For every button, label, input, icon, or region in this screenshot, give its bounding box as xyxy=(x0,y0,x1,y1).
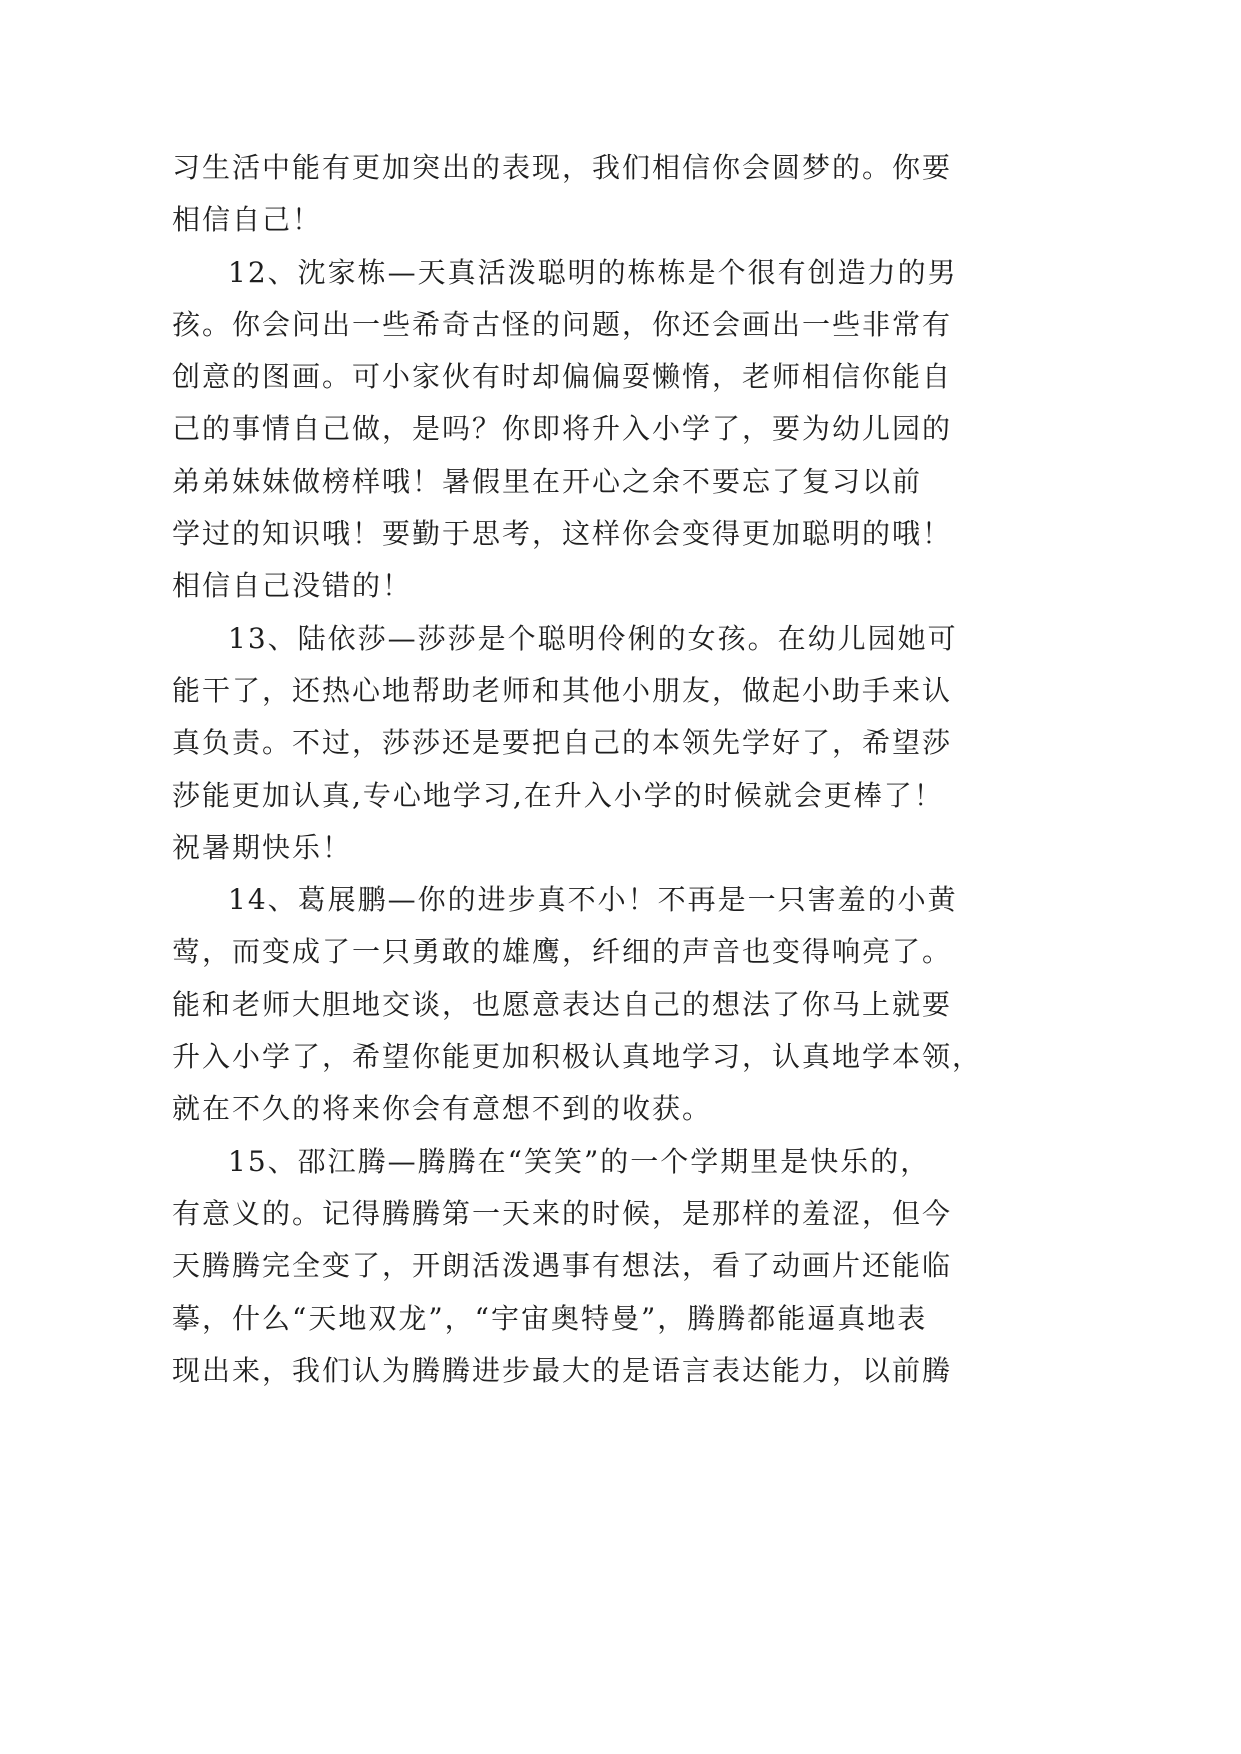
text-line: 祝暑期快乐！ xyxy=(172,830,353,864)
text-line: 就在不久的将来你会有意想不到的收获。 xyxy=(172,1092,713,1126)
text-line: 真负责。不过，莎莎还是要把自己的本领先学好了，希望莎 xyxy=(172,726,953,760)
text-line: 习生活中能有更加突出的表现，我们相信你会圆梦的。你要 xyxy=(172,151,953,184)
text-line: 13、陆依莎—莎莎是个聪明伶俐的女孩。在幼儿园她可 xyxy=(228,621,958,655)
text-line: 摹，什么“天地双龙”，“宇宙奥特曼”，腾腾都能逼真地表 xyxy=(172,1301,928,1335)
text-line: 孩。你会问出一些希奇古怪的问题，你还会画出一些非常有 xyxy=(172,307,953,341)
paragraph-12 xyxy=(172,247,972,613)
text-line: 有意义的。记得腾腾第一天来的时候，是那样的羞涩，但今 xyxy=(172,1196,953,1230)
text-line: 15、邵江腾—腾腾在“笑笑”的一个学期里是快乐的， xyxy=(228,1144,931,1178)
paragraph-14 xyxy=(172,874,983,1135)
text-line: 弟弟妹妹做榜样哦！暑假里在开心之余不要忘了复习以前 xyxy=(172,464,923,498)
text-line: 能和老师大胆地交谈，也愿意表达自己的想法了你马上就要 xyxy=(172,987,953,1021)
text-line: 莎能更加认真,专心地学习,在升入小学的时候就会更棒了！ xyxy=(172,778,944,812)
text-line: 学过的知识哦！要勤于思考，这样你会变得更加聪明的哦！ xyxy=(172,517,953,551)
paragraph-continued xyxy=(172,142,972,247)
text-line: 现出来，我们认为腾腾进步最大的是语言表达能力，以前腾 xyxy=(172,1353,953,1387)
text-line: 己的事情自己做，是吗？你即将升入小学了，要为幼儿园的 xyxy=(172,412,953,446)
text-line: 莺，而变成了一只勇敢的雄鹰，纤细的声音也变得响亮了。 xyxy=(172,935,953,969)
text-line: 相信自己没错的！ xyxy=(172,569,413,603)
text-line: 创意的图画。可小家伙有时却偏偏耍懒惰，老师相信你能自 xyxy=(172,360,953,394)
text-line: 14、葛展鹏—你的进步真不小！不再是一只害羞的小黄 xyxy=(228,883,958,917)
paragraph-13 xyxy=(172,613,972,874)
paragraph-15 xyxy=(172,1136,972,1397)
text-line: 升入小学了，希望你能更加积极认真地学习，认真地学本领， xyxy=(172,1040,983,1074)
text-line: 天腾腾完全变了，开朗活泼遇事有想法，看了动画片还能临 xyxy=(172,1249,953,1283)
text-line: 12、沈家栋—天真活泼聪明的栋栋是个很有创造力的男 xyxy=(228,255,958,289)
text-line: 能干了，还热心地帮助老师和其他小朋友，做起小助手来认 xyxy=(172,673,953,707)
document-body xyxy=(172,142,983,1397)
text-line: 相信自己！ xyxy=(172,203,323,237)
